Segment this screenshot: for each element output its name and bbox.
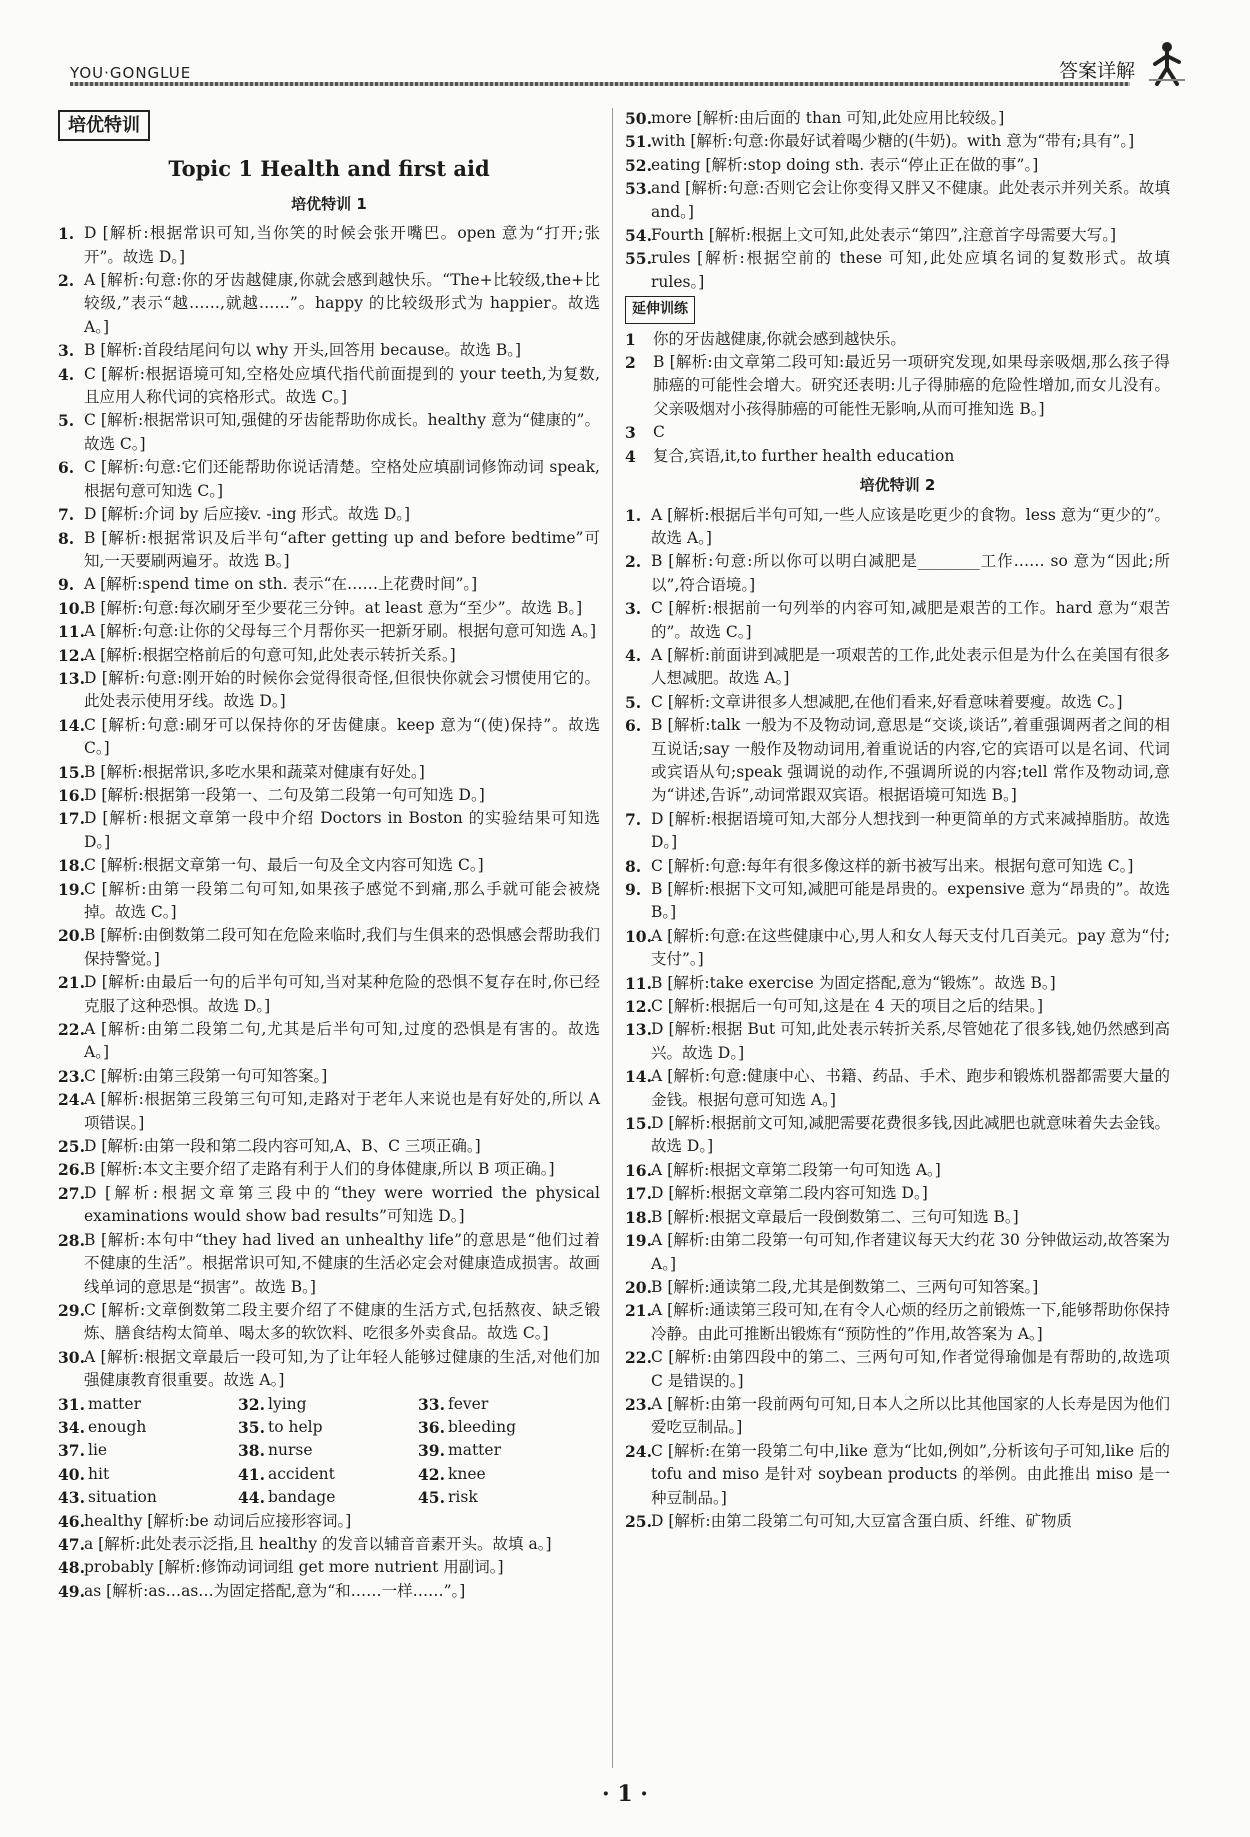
- answer-number: 34.: [58, 1417, 85, 1437]
- answer-item: [58, 409, 600, 456]
- answer-text: A [解析:由第一段前两句可知,日本人之所以比其他国家的人长寿是因为他们爱吃豆制品。]: [651, 1394, 1170, 1437]
- answer-number: 4.: [58, 364, 75, 384]
- answer-number: 2.: [58, 271, 75, 291]
- answer-number: 40.: [58, 1464, 85, 1484]
- answer-text: C [解析:根据常识可知,强健的牙齿能帮助你成长。healthy 意为“健康的”。故选 C。]: [84, 411, 600, 453]
- answer-item: [58, 1299, 600, 1346]
- answer-item: [625, 1018, 1170, 1065]
- answer-text: Fourth [解析:根据上文可知,此处表示“第四”,注意首字母需要大写。]: [651, 226, 1117, 245]
- answer-item: [625, 1112, 1170, 1159]
- answer-text: bleeding: [448, 1417, 517, 1436]
- answer-item: [58, 363, 600, 410]
- answer-number: 3.: [625, 599, 642, 619]
- answer-item: [625, 1346, 1170, 1393]
- answer-text: B [解析:本句中“they had lived an unhealthy life”的意思是“他们过着不健康的生活”。根据常识可知,不健康的生活必定会对健康造成损害。故画线单词的意思是“损害”。故选 B。]: [84, 1230, 600, 1296]
- answer-item: [625, 925, 1170, 972]
- answer-text: A [解析:由第二段第二句,尤其是后半句可知,过度的恐惧是有害的。故选 A。]: [84, 1020, 600, 1062]
- answer-number: 19.: [58, 879, 85, 899]
- answer-text: C [解析:在第一段第二句中,like 意为“比如,例如”,分析该句子可知,like 后的 tofu and miso 是针对 soybean products 的举例。由此推出 miso 是一种豆制品。]: [651, 1441, 1170, 1507]
- answer-number: 13.: [58, 668, 85, 688]
- answer-number: 48.: [58, 1558, 85, 1578]
- answer-text: C [解析:根据后一句可知,这是在 4 天的项目之后的结果。]: [651, 997, 1043, 1016]
- answer-text: D [解析:根据前文可知,减肥需要花费很多钱,因此减肥也就意味着失去金钱。故选 D。]: [651, 1114, 1170, 1156]
- answer-number: 22.: [58, 1020, 85, 1040]
- answer-text: B [解析:句意:所以你可以明白减肥是________工作…… so 意为“因此;所以”,符合语境。]: [651, 552, 1170, 594]
- answer-text: nurse: [268, 1441, 313, 1460]
- answer-number: 45.: [418, 1488, 445, 1508]
- answer-number: 23.: [58, 1066, 85, 1086]
- answer-item: [418, 1486, 598, 1509]
- answer-number: 4: [625, 446, 636, 466]
- answer-text: D [解析:由最后一句的后半句可知,当对某种危险的恐惧不复存在时,你已经克服了这种恐惧。故选 D。]: [84, 973, 600, 1015]
- answer-item: [58, 807, 600, 854]
- part1-title: 培优特训 1: [291, 194, 367, 213]
- answer-number: 5.: [625, 692, 642, 712]
- runner-figure-icon: [1147, 40, 1187, 86]
- answer-item: [58, 1416, 238, 1439]
- answer-item: [625, 247, 1170, 294]
- answer-text: 复合,宾语,it,to further health education: [653, 446, 955, 465]
- answer-number: 30.: [58, 1347, 85, 1367]
- answer-text: matter: [88, 1394, 141, 1413]
- answer-text: D [解析:根据常识可知,当你笑的时候会张开嘴巴。open 意为“打开;张开”。故选 D。]: [84, 224, 600, 266]
- answer-number: 29.: [58, 1300, 85, 1320]
- answer-number: 35.: [238, 1417, 265, 1437]
- answer-text: A [解析:根据空格前后的句意可知,此处表示转折关系。]: [84, 645, 456, 664]
- answer-number: 6.: [625, 716, 642, 736]
- word-answer-grid: [58, 1393, 600, 1510]
- answer-item: [58, 667, 600, 714]
- answer-list-part1b: [58, 1510, 600, 1604]
- answer-item: [58, 1533, 600, 1556]
- answer-item: [625, 351, 1170, 421]
- answer-item: [625, 177, 1170, 224]
- answer-number: 10.: [625, 926, 652, 946]
- answer-item: [625, 1510, 1170, 1533]
- answer-number: 5.: [58, 411, 75, 431]
- answer-text: fever: [448, 1394, 489, 1413]
- answer-number: 11.: [58, 622, 85, 642]
- answer-text: B [解析:talk 一般为不及物动词,意思是“交谈,谈话”,着重强调两者之间的相互说话;say 一般作及物动词用,着重说话的内容,它的宾语可以是名词、代词或宾语从句;speak 强调说的动作,不强调所说的内容;tell 常作及物动词,意为“讲述,告诉”,动词常跟双宾语。根据语境可知选 B。]: [651, 716, 1170, 805]
- answer-text: A [解析:根据文章第二段第一句可知选 A。]: [651, 1160, 941, 1179]
- answer-item: [58, 1346, 600, 1393]
- answer-number: 21.: [625, 1301, 652, 1321]
- answer-item: [238, 1416, 418, 1439]
- answer-number: 12.: [625, 997, 652, 1017]
- answer-number: 24.: [625, 1441, 652, 1461]
- answer-text: D [解析:介词 by 后应接v. -ing 形式。故选 D。]: [84, 505, 411, 524]
- answer-number: 36.: [418, 1417, 445, 1437]
- answer-number: 43.: [58, 1488, 85, 1508]
- answer-number: 49.: [58, 1581, 85, 1601]
- answer-item: [625, 107, 1170, 130]
- answer-number: 54.: [625, 226, 652, 246]
- answer-number: 55.: [625, 249, 652, 269]
- answer-number: 14.: [58, 715, 85, 735]
- answer-text: rules [解析:根据空前的 these 可知,此处应填名词的复数形式。故填 rules。]: [651, 249, 1170, 291]
- answer-item: [625, 808, 1170, 855]
- page-number: · 1 ·: [602, 1781, 648, 1807]
- answer-item: [625, 855, 1170, 878]
- answer-number: 47.: [58, 1534, 85, 1554]
- answer-item: [418, 1416, 598, 1439]
- part2-title: 培优特训 2: [859, 476, 936, 495]
- answer-item: [58, 269, 600, 339]
- answer-item: [625, 1299, 1170, 1346]
- answer-item: [418, 1393, 598, 1416]
- answer-item: [625, 1393, 1170, 1440]
- answer-text: A [解析:根据第三段第三句可知,走路对于老年人来说也是有好处的,所以 A 项错误。]: [84, 1090, 600, 1132]
- answer-number: 28.: [58, 1230, 85, 1250]
- answer-number: 8.: [58, 528, 75, 548]
- answer-item: [625, 1159, 1170, 1182]
- answer-text: A [解析:句意:在这些健康中心,男人和女人每天支付几百美元。pay 意为“付;支付”。]: [651, 926, 1170, 969]
- answer-item: [58, 456, 600, 503]
- answer-text: D [解析:由第二段第二句可知,大豆富含蛋白质、纤维、矿物质: [651, 1511, 1073, 1530]
- answer-number: 18.: [625, 1207, 652, 1227]
- answer-item: [58, 1065, 600, 1088]
- answer-item: [238, 1393, 418, 1416]
- answer-number: 12.: [58, 645, 85, 665]
- answer-item: [58, 924, 600, 971]
- answer-item: [418, 1439, 598, 1462]
- answer-text: A [解析:句意:你的牙齿越健康,你就会感到越快乐。“The+比较级,the+比较级,”表示“越……,就越……”。happy 的比较级形式为 happier。故选 A。]: [84, 271, 600, 336]
- answer-item: [625, 445, 1170, 468]
- answer-text: enough: [88, 1417, 147, 1436]
- answer-text: probably [解析:修饰动词词组 get more nutrient 用副词。]: [84, 1558, 504, 1577]
- answer-item: [58, 1439, 238, 1462]
- answer-item: [625, 1276, 1170, 1299]
- answer-text: B [解析:根据常识,多吃水果和蔬菜对健康有好处。]: [84, 762, 425, 781]
- answer-list-part1c: [625, 107, 1170, 294]
- answer-number: 39.: [418, 1441, 445, 1461]
- topic-title: Topic 1 Health and first aid: [168, 156, 490, 182]
- answer-text: situation: [88, 1488, 157, 1507]
- answer-text: with [解析:句意:你最好试着喝少糖的(牛奶)。with 意为“带有;具有”。]: [651, 132, 1135, 151]
- answer-item: [58, 1580, 600, 1603]
- brand-text: YOU·GONGLUE: [70, 64, 192, 82]
- answer-item: [58, 1018, 600, 1065]
- answer-text: as [解析:as…as…为固定搭配,意为“和……一样……”。]: [84, 1581, 466, 1600]
- answer-text: A [解析:通读第三段可知,在有令人心烦的经历之前锻炼一下,能够帮助你保持冷静。由此可推断出锻炼有“预防性的”作用,故答案为 A。]: [651, 1301, 1170, 1343]
- answer-text: and [解析:句意:否则它会让你变得又胖又不健康。此处表示并列关系。故填 and。]: [651, 179, 1170, 221]
- answer-text: a [解析:此处表示泛指,且 healthy 的发音以辅音音素开头。故填 a。]: [84, 1534, 552, 1553]
- answer-number: 2.: [625, 552, 642, 572]
- answer-item: [238, 1486, 418, 1509]
- answer-item: [58, 597, 600, 620]
- answer-number: 17.: [625, 1184, 652, 1204]
- answer-text: A [解析:句意:健康中心、书籍、药品、手术、跑步和锻炼机器都需要大量的金钱。根据句意可知选 A。]: [651, 1067, 1170, 1109]
- answer-item: [625, 714, 1170, 808]
- answer-item: [58, 714, 600, 761]
- answer-text: bandage: [268, 1488, 336, 1507]
- answer-number: 15.: [625, 1114, 652, 1134]
- answer-number: 7.: [625, 809, 642, 829]
- answer-text: C [解析:由第三段第一句可知答案。]: [84, 1066, 328, 1085]
- answer-item: [58, 503, 600, 526]
- answer-list-part1: [58, 222, 600, 1392]
- answer-item: [58, 1229, 600, 1299]
- answer-item: [58, 1158, 600, 1181]
- answer-item: [625, 597, 1170, 644]
- answer-item: [58, 339, 600, 362]
- answer-number: 17.: [58, 809, 85, 829]
- extension-list: [625, 328, 1170, 468]
- answer-number: 18.: [58, 856, 85, 876]
- answer-item: [58, 620, 600, 643]
- answer-item: [58, 1135, 600, 1158]
- answer-item: [58, 573, 600, 596]
- answer-item: [625, 972, 1170, 995]
- answer-text: B [解析:由倒数第二段可知在危险来临时,我们与生俱来的恐惧感会帮助我们保持警觉。]: [84, 926, 600, 968]
- answer-item: [625, 691, 1170, 714]
- answer-text: C [解析:句意:刷牙可以保持你的牙齿健康。keep 意为“(使)保持”。故选 C。]: [84, 715, 600, 758]
- answer-text: A [解析:根据后半句可知,一些人应该是吃更少的食物。less 意为“更少的”。故选 A。]: [651, 505, 1170, 547]
- answer-number: 10.: [58, 598, 85, 618]
- answer-item: [625, 550, 1170, 597]
- answer-text: C [解析:根据文章第一句、最后一句及全文内容可知选 C。]: [84, 856, 484, 875]
- answer-number: 52.: [625, 155, 652, 175]
- answer-item: [58, 1510, 600, 1533]
- answer-number: 7.: [58, 505, 75, 525]
- answer-item: [625, 1229, 1170, 1276]
- answer-item: [238, 1439, 418, 1462]
- answer-number: 3.: [58, 341, 75, 361]
- answer-text: knee: [448, 1464, 486, 1483]
- answer-number: 9.: [58, 575, 75, 595]
- answer-text: D [解析:根据文章第一段中介绍 Doctors in Boston 的实验结果可知选 D。]: [84, 809, 600, 851]
- answer-text: D [解析:句意:刚开始的时候你会觉得很奇怪,但很快你就会习惯使用它的。此处表示使用牙线。故选 D。]: [84, 668, 600, 711]
- answer-text: D [解析:由第一段和第二段内容可知,A、B、C 三项正确。]: [84, 1137, 481, 1156]
- extension-box: 延伸训练: [625, 296, 695, 323]
- answer-text: risk: [448, 1488, 478, 1507]
- answer-number: 8.: [625, 856, 642, 876]
- answer-text: C [解析:由第一段第二句可知,如果孩子感觉不到痛,那么手就可能会被烧掉。故选 C。]: [84, 879, 600, 921]
- answer-text: C [解析:句意:每年有很多像这样的新书被写出来。根据句意可知选 C。]: [651, 856, 1134, 875]
- answer-item: [625, 1065, 1170, 1112]
- answer-text: D [解析:根据文章第三段中的“they were worried the physical examinations would show bad results”可知选 D。]: [84, 1183, 600, 1226]
- answer-number: 16.: [58, 785, 85, 805]
- answer-text: B [解析:句意:每次刷牙至少要花三分钟。at least 意为“至少”。故选 B。]: [84, 598, 583, 617]
- answer-number: 50.: [625, 109, 652, 128]
- answer-number: 20.: [58, 926, 85, 946]
- answer-number: 27.: [58, 1183, 85, 1203]
- answer-number: 1: [625, 329, 636, 349]
- answer-number: 19.: [625, 1231, 652, 1251]
- answer-number: 13.: [625, 1020, 652, 1040]
- answer-text: lie: [88, 1441, 108, 1460]
- answer-text: A [解析:句意:让你的父母每三个月帮你买一把新牙刷。根据句意可知选 A。]: [84, 622, 597, 641]
- answer-item: [625, 421, 1170, 444]
- answer-item: [625, 644, 1170, 691]
- answer-text: B [解析:根据下文可知,减肥可能是昂贵的。expensive 意为“昂贵的”。故选 B。]: [651, 880, 1170, 922]
- answer-number: 11.: [625, 973, 652, 993]
- header-title: 答案详解: [1058, 60, 1135, 82]
- answer-number: 37.: [58, 1441, 85, 1461]
- left-column: [58, 110, 600, 1603]
- answer-number: 26.: [58, 1160, 85, 1180]
- answer-item: [58, 1556, 600, 1579]
- answer-text: more [解析:由后面的 than 可知,此处应用比较级。]: [651, 109, 1005, 127]
- answer-item: [625, 504, 1170, 551]
- answer-text: D [解析:根据文章第二段内容可知选 D。]: [651, 1184, 928, 1203]
- answer-text: C [解析:根据语境可知,空格处应填代指代前面提到的 your teeth,为复数,且应用人称代词的宾格形式。故选 C。]: [84, 364, 600, 407]
- answer-text: C [解析:句意:它们还能帮助你说话清楚。空格处应填副词修饰动词 speak,根据句意可知选 C。]: [84, 458, 600, 500]
- answer-number: 44.: [238, 1488, 265, 1508]
- answer-item: [58, 761, 600, 784]
- answer-item: [58, 527, 600, 574]
- answer-number: 4.: [625, 645, 642, 665]
- answer-item: [238, 1463, 418, 1486]
- answer-number: 41.: [238, 1464, 265, 1484]
- answer-text: A [解析:根据文章最后一段可知,为了让年轻人能够过健康的生活,对他们加强健康教育很重要。故选 A。]: [84, 1347, 600, 1390]
- right-column: [625, 107, 1170, 1533]
- answer-item: [58, 644, 600, 667]
- answer-number: 51.: [625, 132, 652, 152]
- answer-number: 38.: [238, 1441, 265, 1461]
- answer-number: 22.: [625, 1348, 652, 1368]
- answer-number: 46.: [58, 1511, 85, 1531]
- answer-number: 53.: [625, 179, 652, 199]
- answer-text: A [解析:前面讲到减肥是一项艰苦的工作,此处表示但是为什么在美国有很多人想减肥。故选 A。]: [651, 645, 1170, 688]
- answer-text: B [解析:根据常识及后半句“after getting up and before bedtime”可知,一天要刷两遍牙。故选 B。]: [84, 528, 600, 570]
- answer-text: to help: [268, 1417, 323, 1436]
- answer-text: A [解析:由第二段第一句可知,作者建议每天大约花 30 分钟做运动,故答案为 A。]: [651, 1231, 1170, 1273]
- answer-text: C [解析:文章讲很多人想减肥,在他们看来,好看意味着要瘦。故选 C。]: [651, 692, 1123, 711]
- section-box: 培优特训: [58, 110, 150, 141]
- answer-item: [625, 1182, 1170, 1205]
- answer-text: hit: [88, 1464, 110, 1483]
- answer-text: B [解析:由文章第二段可知:最近另一项研究发现,如果母亲吸烟,那么孩子得肺癌的可能性会增大。研究还表明:儿子得肺癌的危险性增加,而女儿没有。父亲吸烟对小孩得肺癌的可能性无影响,从而可推知选 B。]: [653, 353, 1170, 418]
- header-rule: [70, 82, 1130, 86]
- answer-text: D [解析:根据语境可知,大部分人想找到一种更简单的方式来减掉脂肪。故选 D。]: [651, 809, 1170, 852]
- answer-item: [625, 328, 1170, 351]
- answer-item: [58, 971, 600, 1018]
- answer-number: 1.: [58, 224, 75, 244]
- answer-text: C [解析:根据前一句列举的内容可知,减肥是艰苦的工作。hard 意为“艰苦的”。故选 C。]: [651, 599, 1170, 641]
- answer-text: C: [653, 423, 665, 442]
- answer-text: B [解析:首段结尾问句以 why 开头,回答用 because。故选 B。]: [84, 341, 522, 360]
- answer-number: 21.: [58, 973, 85, 993]
- answer-item: [58, 1463, 238, 1486]
- page-header: [70, 46, 1195, 86]
- answer-text: eating [解析:stop doing sth. 表示“停止正在做的事”。]: [651, 155, 1039, 174]
- answer-text: healthy [解析:be 动词后应接形容词。]: [84, 1511, 352, 1530]
- answer-text: matter: [448, 1441, 501, 1460]
- answer-number: 15.: [58, 762, 85, 782]
- answer-number: 20.: [625, 1277, 652, 1297]
- answer-text: lying: [268, 1394, 307, 1413]
- answer-number: 31.: [58, 1394, 85, 1414]
- answer-number: 6.: [58, 458, 75, 478]
- answer-text: B [解析:通读第二段,尤其是倒数第二、三两句可知答案。]: [651, 1277, 1039, 1296]
- answer-item: [58, 878, 600, 925]
- answer-item: [625, 1440, 1170, 1510]
- answer-number: 25.: [625, 1511, 652, 1531]
- answer-item: [625, 995, 1170, 1018]
- answer-text: A [解析:spend time on sth. 表示“在……上花费时间”。]: [84, 575, 478, 594]
- answer-item: [58, 1393, 238, 1416]
- answer-item: [625, 1206, 1170, 1229]
- answer-number: 42.: [418, 1464, 445, 1484]
- answer-item: [58, 1088, 600, 1135]
- answer-item: [58, 784, 600, 807]
- answer-item: [58, 1486, 238, 1509]
- answer-number: 2: [625, 353, 636, 373]
- answer-text: B [解析:take exercise 为固定搭配,意为“锻炼”。故选 B。]: [651, 973, 1056, 992]
- answer-text: B [解析:本文主要介绍了走路有利于人们的身体健康,所以 B 项正确。]: [84, 1160, 555, 1179]
- answer-number: 33.: [418, 1394, 445, 1414]
- answer-item: [58, 854, 600, 877]
- column-divider: [612, 108, 613, 1768]
- answer-item: [625, 130, 1170, 153]
- answer-number: 16.: [625, 1160, 652, 1180]
- answer-number: 9.: [625, 880, 642, 899]
- answer-number: 32.: [238, 1394, 265, 1414]
- answer-text: B [解析:根据文章最后一段倒数第二、三句可知选 B。]: [651, 1207, 1019, 1226]
- answer-item: [418, 1463, 598, 1486]
- answer-text: C [解析:文章倒数第二段主要介绍了不健康的生活方式,包括熬夜、缺乏锻炼、膳食结构太简单、喝太多的软饮料、吃很多外卖食品。故选 C。]: [84, 1300, 600, 1343]
- answer-list-part2: [625, 504, 1170, 1534]
- answer-text: C [解析:由第四段中的第二、三两句可知,作者觉得瑜伽是有帮助的,故选项 C 是错误的。]: [651, 1348, 1170, 1390]
- answer-item: [625, 154, 1170, 177]
- answer-text: D [解析:根据 But 可知,此处表示转折关系,尽管她花了很多钱,她仍然感到高兴。故选 D。]: [651, 1020, 1170, 1062]
- answer-text: D [解析:根据第一段第一、二句及第二段第一句可知选 D。]: [84, 785, 485, 804]
- answer-item: [625, 878, 1170, 925]
- answer-number: 24.: [58, 1090, 85, 1110]
- answer-number: 23.: [625, 1394, 652, 1414]
- answer-number: 3: [625, 423, 636, 443]
- answer-text: accident: [268, 1464, 335, 1483]
- answer-item: [625, 224, 1170, 247]
- answer-number: 14.: [625, 1067, 652, 1087]
- answer-text: 你的牙齿越健康,你就会感到越快乐。: [653, 329, 906, 348]
- answer-number: 1.: [625, 505, 642, 525]
- answer-number: 25.: [58, 1137, 85, 1157]
- answer-item: [58, 1182, 600, 1229]
- answer-item: [58, 222, 600, 269]
